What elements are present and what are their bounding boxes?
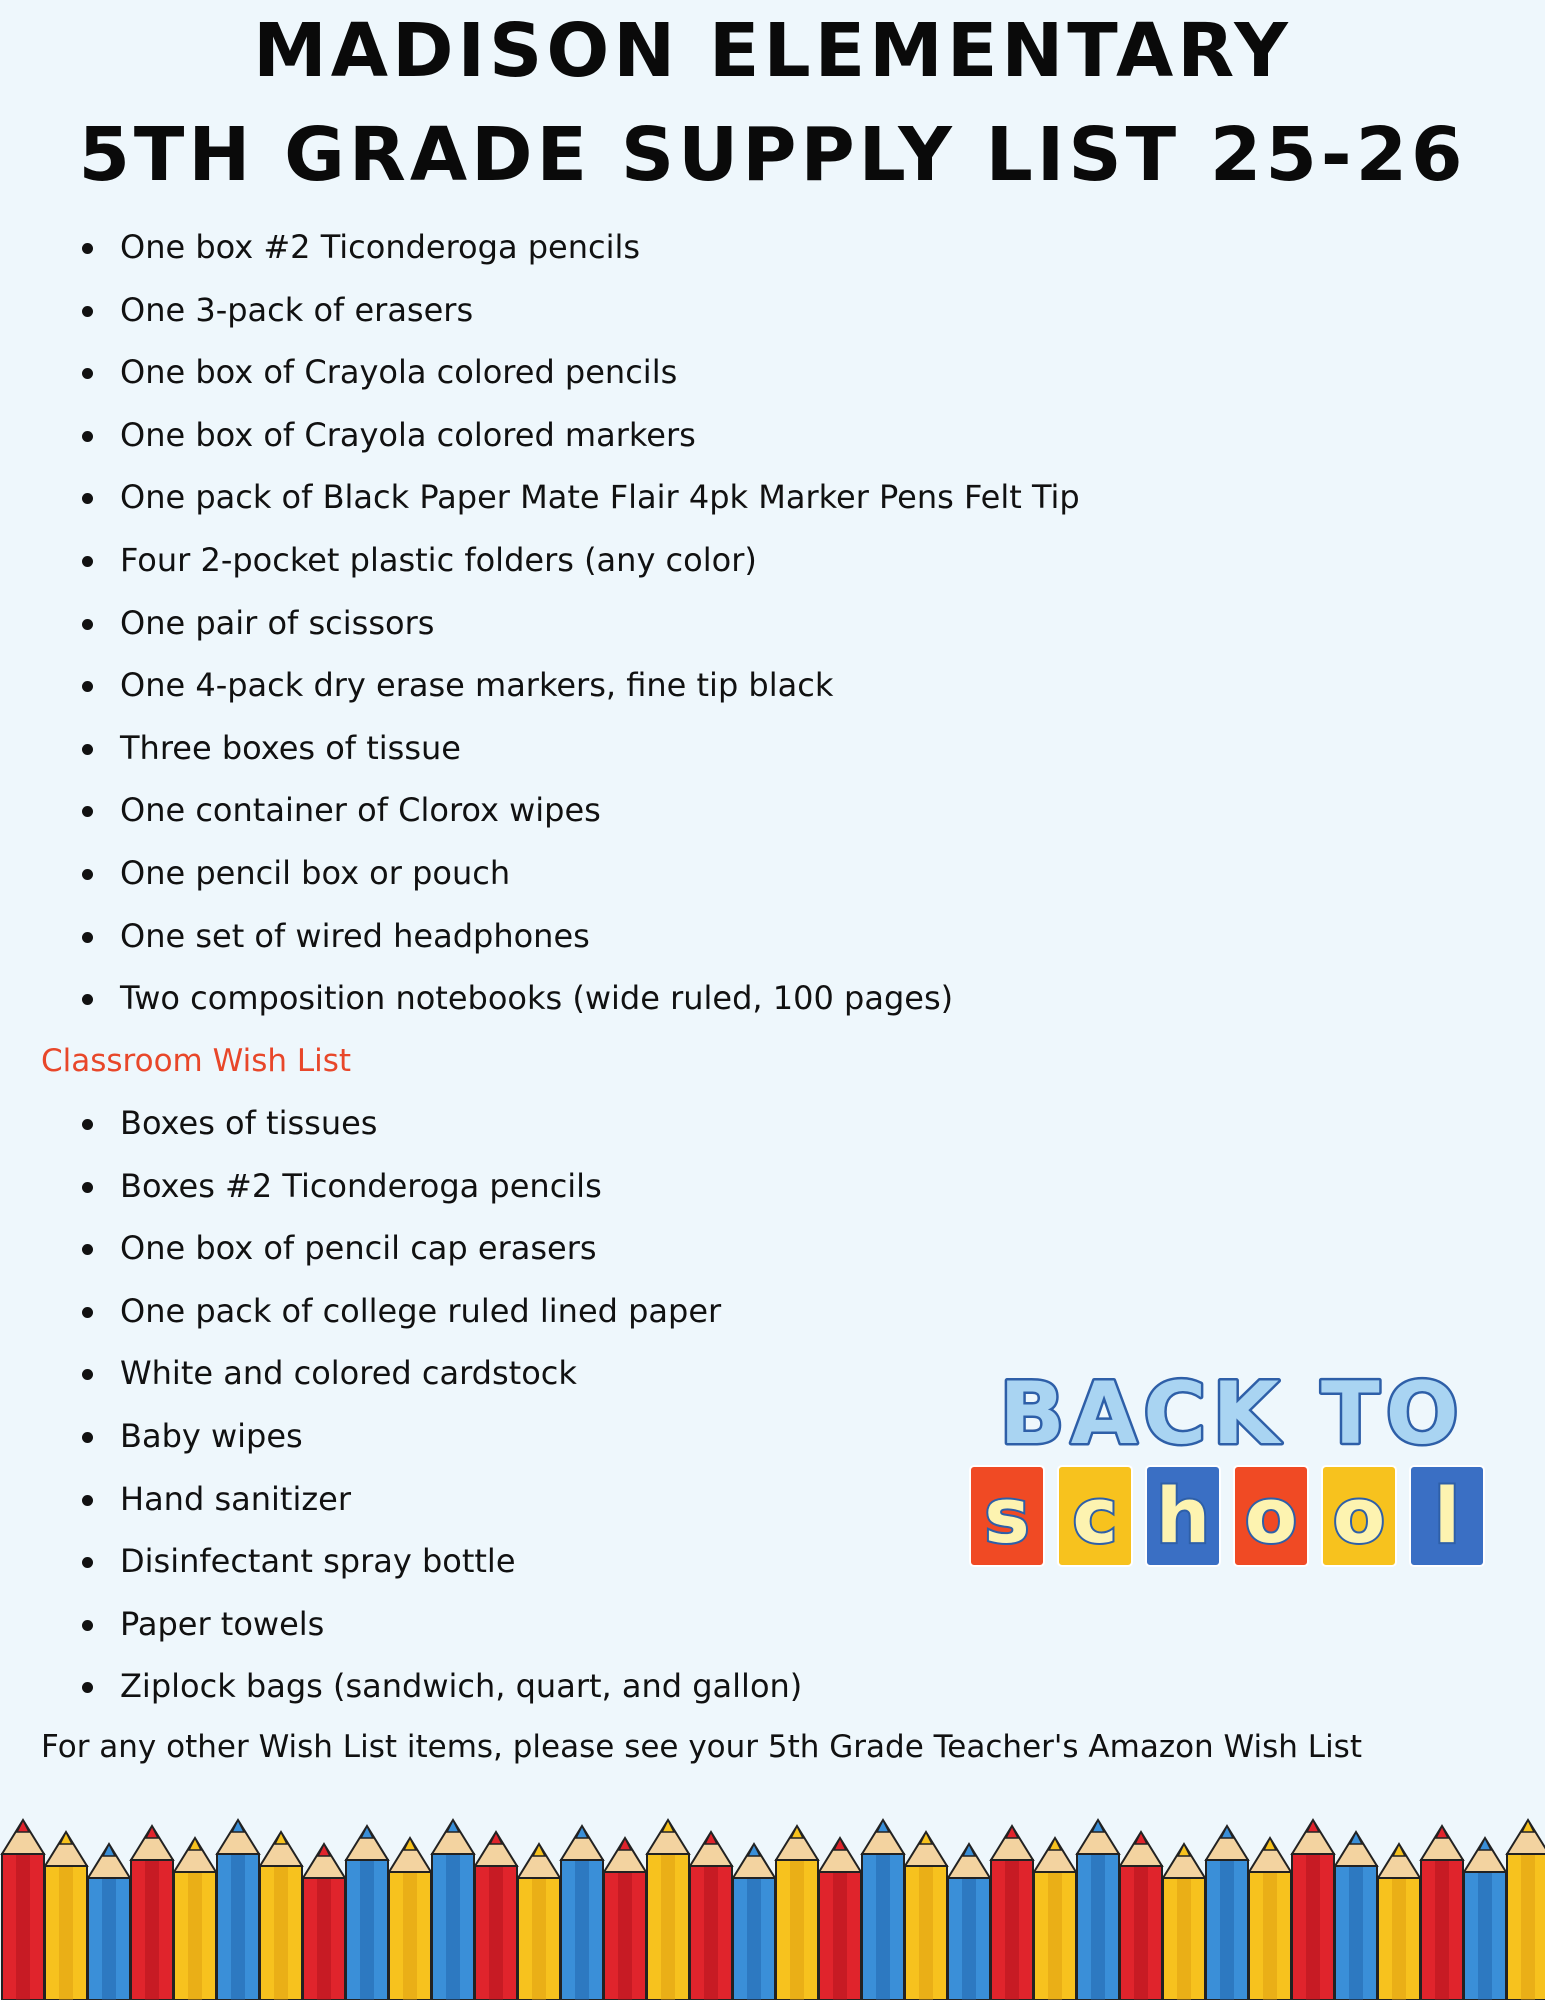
pencil-decoration: [948, 1844, 990, 2000]
supply-item: One 4-pack dry erase markers, fine tip black: [82, 654, 1080, 717]
pencil-decoration: [905, 1832, 947, 2000]
pencil-decoration: [303, 1844, 345, 2000]
page-title-line-1: MADISON ELEMENTARY: [253, 8, 1292, 94]
pencil-decoration: [475, 1832, 517, 2000]
badge-letter: c: [1072, 1471, 1118, 1560]
pencil-decoration: [1335, 1832, 1377, 2000]
supply-item: One pair of scissors: [82, 592, 1080, 655]
pencil-decoration: [819, 1838, 861, 2000]
pencil-decoration: [131, 1826, 173, 2000]
badge-letter-tile: [1058, 1466, 1132, 1566]
wish-item: Disinfectant spray bottle: [82, 1530, 802, 1593]
pencil-decoration: [604, 1838, 646, 2000]
supply-item: Four 2-pocket plastic folders (any color): [82, 529, 1080, 592]
pencil-decoration: [776, 1826, 818, 2000]
back-to-school-badge: [962, 1338, 1502, 1578]
pencil-decoration: [1206, 1826, 1248, 2000]
pencil-decoration: [862, 1820, 904, 2000]
supply-item: One pencil box or pouch: [82, 842, 1080, 905]
supply-item: Two composition notebooks (wide ruled, 100 pages): [82, 967, 1080, 1030]
pencil-decoration: [647, 1820, 689, 2000]
pencil-decoration: [174, 1838, 216, 2000]
wish-item: Baby wipes: [82, 1405, 802, 1468]
badge-letter: o: [1332, 1471, 1386, 1560]
badge-letter-tile: [1410, 1466, 1484, 1566]
wish-item: Ziplock bags (sandwich, quart, and gallon): [82, 1655, 802, 1718]
wish-list: [82, 1092, 802, 1718]
wish-item: Boxes #2 Ticonderoga pencils: [82, 1155, 802, 1218]
pencil-decoration: [1292, 1820, 1334, 2000]
pencil-decoration: [1421, 1826, 1463, 2000]
pencil-decoration: [88, 1844, 130, 2000]
supply-item: One set of wired headphones: [82, 905, 1080, 968]
pencil-decoration: [561, 1826, 603, 2000]
pencil-decoration: [1077, 1820, 1119, 2000]
pencil-decoration: [2, 1820, 44, 2000]
badge-letter-tile: [1234, 1466, 1308, 1566]
badge-letter: l: [1433, 1471, 1461, 1560]
footer-note: For any other Wish List items, please see your 5th Grade Teacher's Amazon Wish List: [41, 1729, 1362, 1765]
pencil-decoration: [346, 1826, 388, 2000]
pencil-decoration: [518, 1844, 560, 2000]
badge-letter-tile: [970, 1466, 1044, 1566]
pencil-decoration: [432, 1820, 474, 2000]
wish-item: Paper towels: [82, 1593, 802, 1656]
supply-item: One container of Clorox wipes: [82, 779, 1080, 842]
badge-letter: o: [1244, 1471, 1298, 1560]
supply-item: One box of Crayola colored pencils: [82, 341, 1080, 404]
pencil-decoration: [991, 1826, 1033, 2000]
badge-letter-tile: [1322, 1466, 1396, 1566]
pencil-decoration: [389, 1838, 431, 2000]
supply-item: One 3-pack of erasers: [82, 279, 1080, 342]
pencil-decoration: [1034, 1838, 1076, 2000]
wish-item: Hand sanitizer: [82, 1468, 802, 1531]
pencil-decoration: [1507, 1820, 1545, 2000]
supply-item: One pack of Black Paper Mate Flair 4pk Marker Pens Felt Tip: [82, 466, 1080, 529]
page-title-line-2: 5TH GRADE SUPPLY LIST 25-26: [78, 112, 1467, 198]
pencil-decoration: [1249, 1838, 1291, 2000]
badge-letter: h: [1155, 1471, 1211, 1560]
pencil-decoration: [1464, 1838, 1506, 2000]
supply-item: One box of Crayola colored markers: [82, 404, 1080, 467]
pencil-decoration: [1163, 1844, 1205, 2000]
badge-letter: s: [984, 1471, 1030, 1560]
pencil-decoration: [217, 1820, 259, 2000]
pencil-decoration: [733, 1844, 775, 2000]
supply-item: Three boxes of tissue: [82, 717, 1080, 780]
wish-list-heading: Classroom Wish List: [41, 1043, 352, 1079]
pencil-decoration: [260, 1832, 302, 2000]
wish-item: White and colored cardstock: [82, 1342, 802, 1405]
pencil-border: [0, 1790, 1545, 2000]
wish-item: One box of pencil cap erasers: [82, 1217, 802, 1280]
pencil-decoration: [1378, 1844, 1420, 2000]
badge-line-1: BACK TO: [999, 1364, 1465, 1464]
supply-list: [82, 216, 1080, 1030]
pencil-decoration: [1120, 1832, 1162, 2000]
pencil-decoration: [45, 1832, 87, 2000]
wish-item: Boxes of tissues: [82, 1092, 802, 1155]
supply-item: One box #2 Ticonderoga pencils: [82, 216, 1080, 279]
pencil-decoration: [690, 1832, 732, 2000]
wish-item: One pack of college ruled lined paper: [82, 1280, 802, 1343]
badge-letter-tile: [1146, 1466, 1220, 1566]
